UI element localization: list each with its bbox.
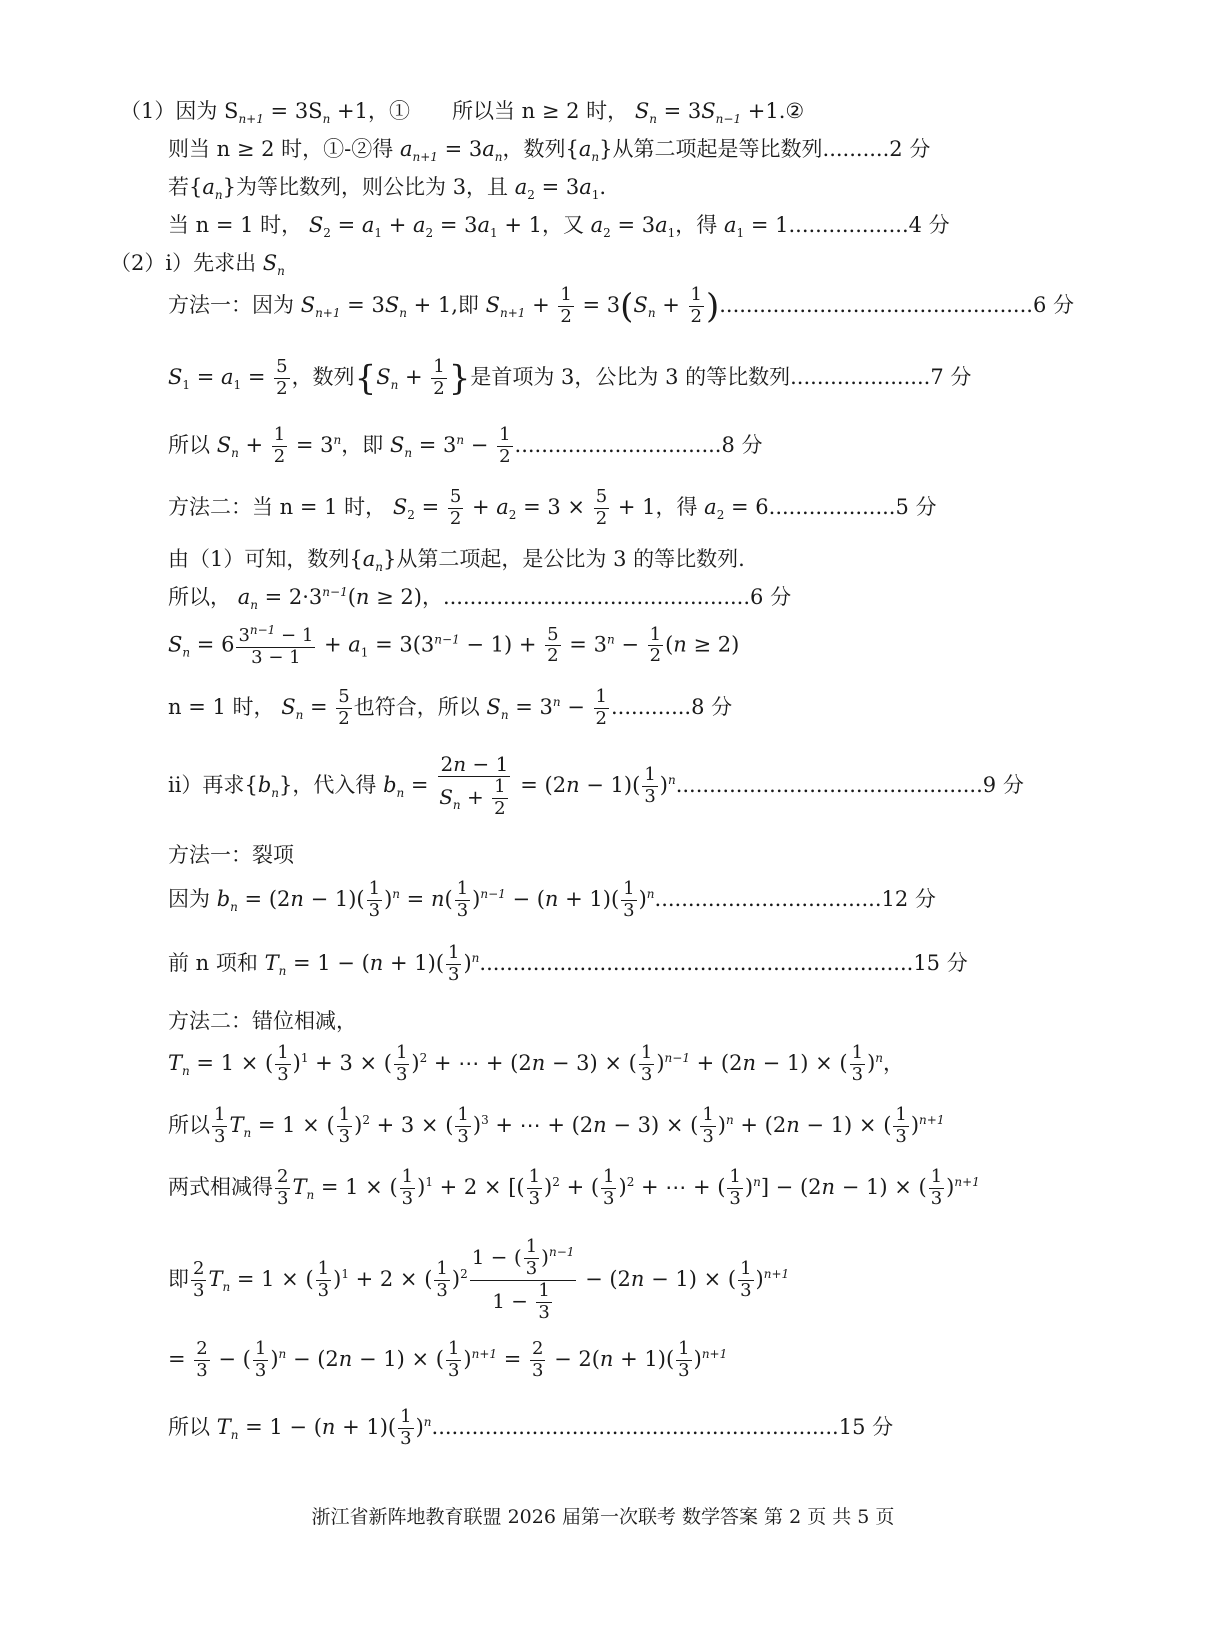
sum-method1-title: 方法一：裂项 [168, 843, 294, 867]
sum-method2-line4: 即 $\frac{2}{3}$ $T_n = 1$ × ( $\frac{1}{3}$ )$^1$ + 2 × ( $\frac{1}{3}$ )$^2$ 1 − ( $\frac{1}{3}$ )$^{n-1}$ 1 − $\frac{1}{3}$ − (2n − 1) × ( $\frac{1}{3}$ )$^{n+1}$ [168, 1236, 790, 1323]
method2-line3: 所以， $a_n = 2\cdot 3^{n-1}(n \ge 2)$，..............................................6 分 [168, 585, 792, 613]
page-footer: 浙江省新阵地教育联盟 2026 届第一次联考 数学答案 第 2 页 共 5 页 [311, 1506, 895, 1528]
method2-line1: 方法二：当 n = 1 时， $S_2$ = $\frac{5}{2}$ + $a_2 = 3$ × $\frac{5}{2}$ + 1，得 $a_2 = 6...................5$ 分 [168, 486, 937, 529]
method1-line2: $S_1 = a_1$ = $\frac{5}{2}$ ，数列{$S_n$ + $\frac{1}{2}$ }是首项为 3，公比为 3 的等比数列.....................7 分 [168, 356, 972, 399]
sum-method2-title: 方法二：错位相减， [168, 1009, 357, 1033]
method1-line1: 方法一：因为 $S_{n+1} = 3S_n + 1$,即 $S_{n+1}$ + $\frac{1}{2}$ = $3(S_n$ + $\frac{1}{2}$ )...............................................6 分 [168, 284, 1075, 327]
sum-method1-line2: 前 n 项和 $T_n = 1 - (n + 1)$( $\frac{1}{3}$ )$^n$.................................................................15 分 [168, 942, 968, 985]
part1-line3: 若$\{a_n\}$为等比数列，则公比为 3，且 $a_2 = 3a_1$. [168, 175, 607, 203]
sum-method2-line6: 所以 $T_n = 1 - (n + 1)$( $\frac{1}{3}$ )$^n$.............................................................15 分 [168, 1406, 894, 1449]
sum-method2-line5: = $\frac{2}{3}$ − ( $\frac{1}{3}$ )$^n$ − (2n − 1) × ( $\frac{1}{3}$ )$^{n+1}$ = $\frac{2}{3}$ − 2(n + 1)( $\frac{1}{3}$ )$^{n+1}$ [168, 1338, 728, 1381]
part1-line2: 则当 n ≥ 2 时，①-②得 $a_{n+1} = 3a_n$，数列$\{a_n\}$从第二项起是等比数列..........2 分 [168, 137, 931, 165]
method2-line5: n = 1 时， $S_n$ = $\frac{5}{2}$ 也符合，所以 $S_n = 3^n$ − $\frac{1}{2}$ ............8 分 [168, 686, 733, 729]
method1-line3: 所以 $S_n$ + $\frac{1}{2}$ = $3^n$，即 $S_n = 3^n$ − $\frac{1}{2}$ ...............................8 分 [168, 424, 763, 467]
sum-method2-line1: $T_n = 1$ × ( $\frac{1}{3}$ )$^1$ + 3 × ( $\frac{1}{3}$ )$^2$ + ⋯ + (2n − 3) × ( $\frac{1}{3}$ )$^{n-1}$ + (2n − 1) × ( $\frac{1}{3}$ )$^n$， [168, 1042, 905, 1085]
sum-method2-line2: 所以 $\frac{1}{3}$ $T_n = 1$ × ( $\frac{1}{3}$ )$^2$ + 3 × ( $\frac{1}{3}$ )$^3$ + ⋯ + (2n − 3) × ( $\frac{1}{3}$ )$^n$ + (2n − 1) × ( $\frac{1}{3}$ )$^{n+1}$ [168, 1104, 945, 1147]
part2-title: （2）i）先求出 $S_n$ [110, 251, 285, 279]
part1-line4: 当 n = 1 时， $S_2 = a_1 + a_2 = 3a_1 + 1$，又 $a_2 = 3a_1$，得 $a_1 = 1..................4$ 分 [168, 213, 950, 241]
method2-line2: 由（1）可知，数列$\{a_n\}$从第二项起，是公比为 3 的等比数列. [168, 547, 745, 575]
sum-method1-line1: 因为 $b_n = (2n - 1)$( $\frac{1}{3}$ )$^n$ = n( $\frac{1}{3}$ )$^{n-1}$ − (n + 1)( $\frac{1}{3}$ )$^n$..................................12 分 [168, 878, 936, 921]
method2-line4: $S_n = 6$ $\frac{3^{n-1} - 1}{3 - 1}$ + $a_1 = 3(3^{n-1} - 1)$ + $\frac{5}{2}$ = $3^n$ − $\frac{1}{2}$ (n ≥ 2) [168, 623, 740, 668]
part1-line1: （1）因为 $S_{n+1} = 3S_n +1$，① 所以当 n ≥ 2 时， $S_n = 3S_{n-1}$ +1.② [120, 99, 805, 127]
part-ii-line: ii）再求$\{b_n\}$，代入得 $b_n$ = 2n − 1 $S_n$ + $\frac{1}{2}$ = (2n − 1)( $\frac{1}{3}$ )$^n$..............................................9 分 [168, 752, 1024, 819]
sum-method2-line3: 两式相减得 $\frac{2}{3}$ $T_n = 1$ × ( $\frac{1}{3}$ )$^1$ + 2 × [( $\frac{1}{3}$ )$^2$ + ( $\frac{1}{3}$ )$^2$ + ⋯ + ( $\frac{1}{3}$ )$^n$] − (2n − 1) × ( $\frac{1}{3}$ )$^{n+1}$ [168, 1166, 980, 1209]
